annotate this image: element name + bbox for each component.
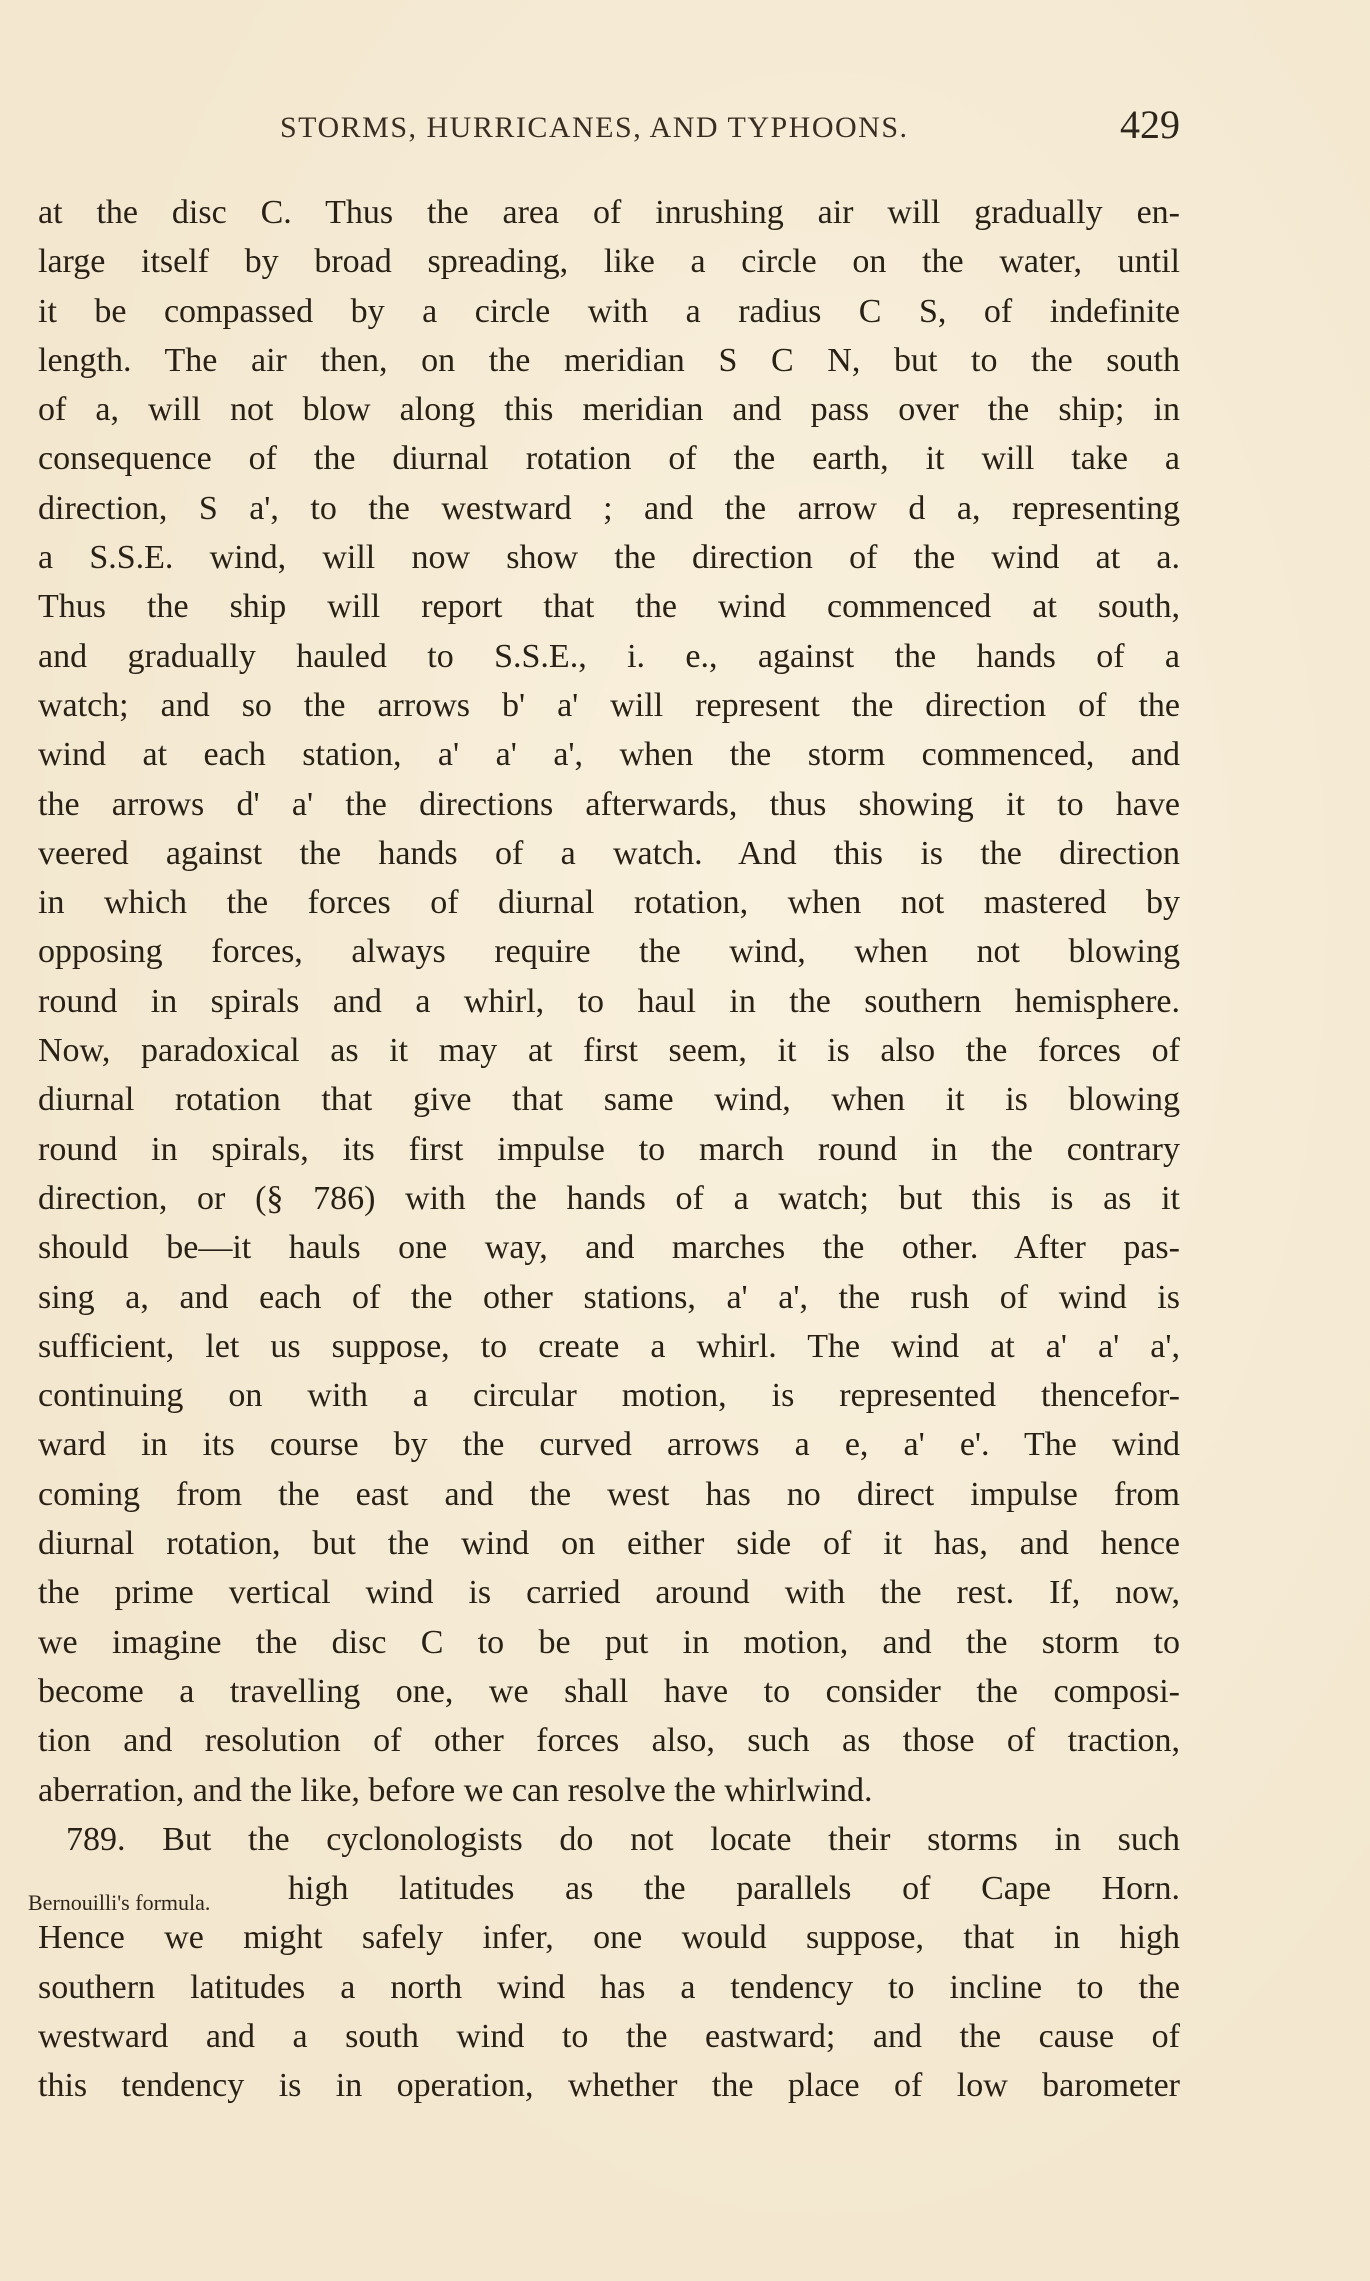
text-line: round in spirals and a whirl, to haul in the southern hemisphere. — [38, 982, 1180, 1020]
text-line: it be compassed by a circle with a radius C S, of indefinite — [38, 292, 1180, 330]
text-line: Now, paradoxical as it may at first seem, it is also the forces of — [38, 1032, 1180, 1070]
text-line: westward and a south wind to the eastward; and the cause of — [38, 2017, 1180, 2055]
text-line: opposing forces, always require the wind, when not blowing — [38, 933, 1180, 971]
margin-note: Bernouilli's formula. — [28, 1890, 211, 1915]
text-line: round in spirals, its first impulse to march round in the contrary — [38, 1130, 1180, 1168]
text-line: veered against the hands of a watch. And this is the direction — [38, 834, 1180, 872]
text-line: direction, or (§ 786) with the hands of a watch; but this is as it — [38, 1179, 1180, 1217]
text-line: we imagine the disc C to be put in motion, and the storm to — [38, 1623, 1180, 1661]
text-line: at the disc C. Thus the area of inrushing air will gradually en- — [38, 194, 1180, 231]
text-line: sing a, and each of the other stations, a' a', the rush of wind is — [38, 1278, 1180, 1316]
text-line: this tendency is in operation, whether the place of low barometer — [38, 2067, 1180, 2105]
text-line: Hence we might safely infer, one would suppose, that in high — [38, 1919, 1180, 1957]
text-line: tion and resolution of other forces also, such as those of traction, — [38, 1722, 1180, 1760]
body-text — [38, 188, 1180, 2111]
text-line: wind at each station, a' a' a', when the storm commenced, and — [38, 736, 1180, 774]
text-line: become a travelling one, we shall have to consider the composi- — [38, 1672, 1180, 1710]
text-line: high latitudes as the parallels of Cape Horn. — [288, 1870, 1180, 1908]
text-line: of a, will not blow along this meridian and pass over the ship; in — [38, 391, 1180, 429]
text-line: consequence of the diurnal rotation of the earth, it will take a — [38, 440, 1180, 478]
text-line: ward in its course by the curved arrows a e, a' e'. The wind — [38, 1426, 1180, 1464]
running-title: STORMS, HURRICANES, AND TYPHOONS. — [280, 111, 909, 144]
text-line: a S.S.E. wind, will now show the direction of the wind at a. — [38, 539, 1180, 577]
text-line: large itself by broad spreading, like a circle on the water, until — [38, 243, 1180, 281]
text-line: the arrows d' a' the directions afterwards, thus showing it to have — [38, 785, 1180, 823]
text-line: direction, S a', to the westward ; and the arrow d a, representing — [38, 489, 1180, 527]
paragraph-start-line: 789. But the cyclonologists do not locate their storms in such — [66, 1820, 1180, 1858]
text-line: watch; and so the arrows b' a' will represent the direction of the — [38, 686, 1180, 724]
text-line: should be—it hauls one way, and marches the other. After pas- — [38, 1229, 1180, 1267]
text-line: southern latitudes a north wind has a tendency to incline to the — [38, 1968, 1180, 2006]
text-line: coming from the east and the west has no direct impulse from — [38, 1475, 1180, 1513]
text-line: continuing on with a circular motion, is represented thencefor- — [38, 1377, 1180, 1415]
text-line: diurnal rotation, but the wind on either side of it has, and hence — [38, 1525, 1180, 1563]
text-line: Thus the ship will report that the wind commenced at south, — [38, 588, 1180, 626]
text-line: in which the forces of diurnal rotation, when not mastered by — [38, 884, 1180, 922]
text-line: the prime vertical wind is carried around with the rest. If, now, — [38, 1574, 1180, 1612]
page-number: 429 — [1120, 102, 1180, 147]
text-line: and gradually hauled to S.S.E., i. e., against the hands of a — [38, 637, 1180, 675]
text-line: length. The air then, on the meridian S C N, but to the south — [38, 341, 1180, 379]
text-line: diurnal rotation that give that same wind, when it is blowing — [38, 1081, 1180, 1119]
text-line: aberration, and the like, before we can resolve the whirlwind. — [38, 1771, 873, 1809]
text-line: sufficient, let us suppose, to create a whirl. The wind at a' a' a', — [38, 1327, 1180, 1365]
